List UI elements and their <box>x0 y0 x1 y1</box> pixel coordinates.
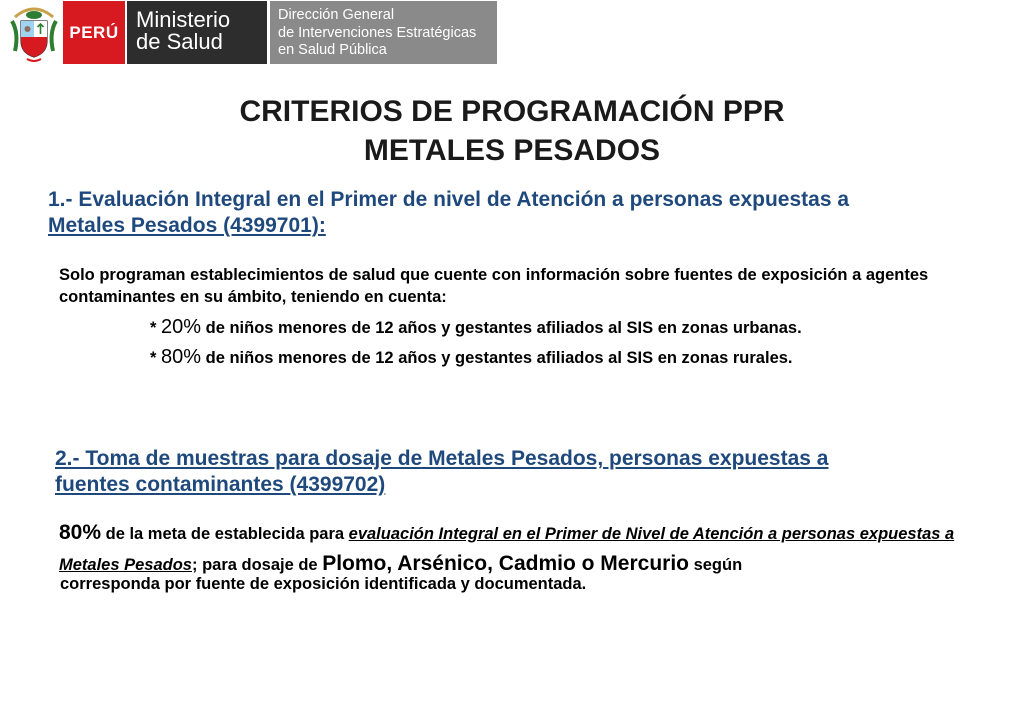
bullet-urban <box>150 316 802 339</box>
section-1-heading <box>48 187 988 239</box>
bullet-marker: * <box>150 349 162 367</box>
ministry-logo <box>127 1 267 64</box>
bullet-percentage: 80% <box>161 346 202 368</box>
bullet-text: de niños menores de 12 años y gestantes afiliados al SIS en zonas rurales. <box>201 349 793 367</box>
bullet-marker: * <box>150 319 162 337</box>
section-1-heading-line-2: Metales Pesados (4399701): <box>48 214 326 237</box>
section-1-intro: Solo programan establecimientos de salud que cuente con información sobre fuentes de exposición a agentes contaminantes en su ámbito, teniendo en cuenta: <box>59 266 929 306</box>
page-title-line-2: METALES PESADOS <box>363 134 661 167</box>
section-1-heading-line-1: 1.- Evaluación Integral en el Primer de nivel de Atención a personas expuestas a <box>48 188 850 211</box>
peru-logo <box>63 1 125 64</box>
directorate-line-3: en Salud Pública <box>278 42 387 58</box>
ministry-line-2: de Salud <box>136 29 223 54</box>
peru-label: PERÚ <box>69 22 119 42</box>
section-2-metals: Plomo, Arsénico, Cadmio o Mercurio <box>322 552 689 575</box>
section-2-closing: corresponda por fuente de exposición identificada y documentada. <box>60 575 587 593</box>
directorate-line-2: de Intervenciones Estratégicas <box>278 24 477 41</box>
section-2-heading-line-2: fuentes contaminantes (4399702) <box>55 473 386 496</box>
bullet-rural <box>150 346 793 369</box>
section-2-text-b: ; para dosaje de <box>191 556 323 574</box>
section-2-percentage: 80% <box>59 521 102 544</box>
section-2-heading <box>55 446 995 498</box>
coat-of-arms-icon <box>9 3 59 63</box>
directorate-line-1: Dirección General <box>278 7 395 23</box>
section-2-body <box>59 518 979 580</box>
page-title-line-1: CRITERIOS DE PROGRAMACIÓN PPR <box>239 95 785 128</box>
directorate-logo <box>270 1 497 64</box>
section-2-text-a: de la meta de establecida para <box>101 525 349 543</box>
header-banner <box>0 0 1024 66</box>
bullet-text: de niños menores de 12 años y gestantes afiliados al SIS en zonas urbanas. <box>201 319 802 337</box>
section-2-heading-line-1: 2.- Toma de muestras para dosaje de Metales Pesados, personas expuestas a <box>55 447 829 470</box>
section-2-text-c: según <box>689 556 743 574</box>
ministry-line-1: Ministerio <box>136 7 231 32</box>
section-2-underlined-reference: evaluación Integral en el Primer de Nivel de Atención a personas expuestas a Metales Pesados <box>59 525 955 574</box>
bullet-percentage: 20% <box>161 316 202 338</box>
